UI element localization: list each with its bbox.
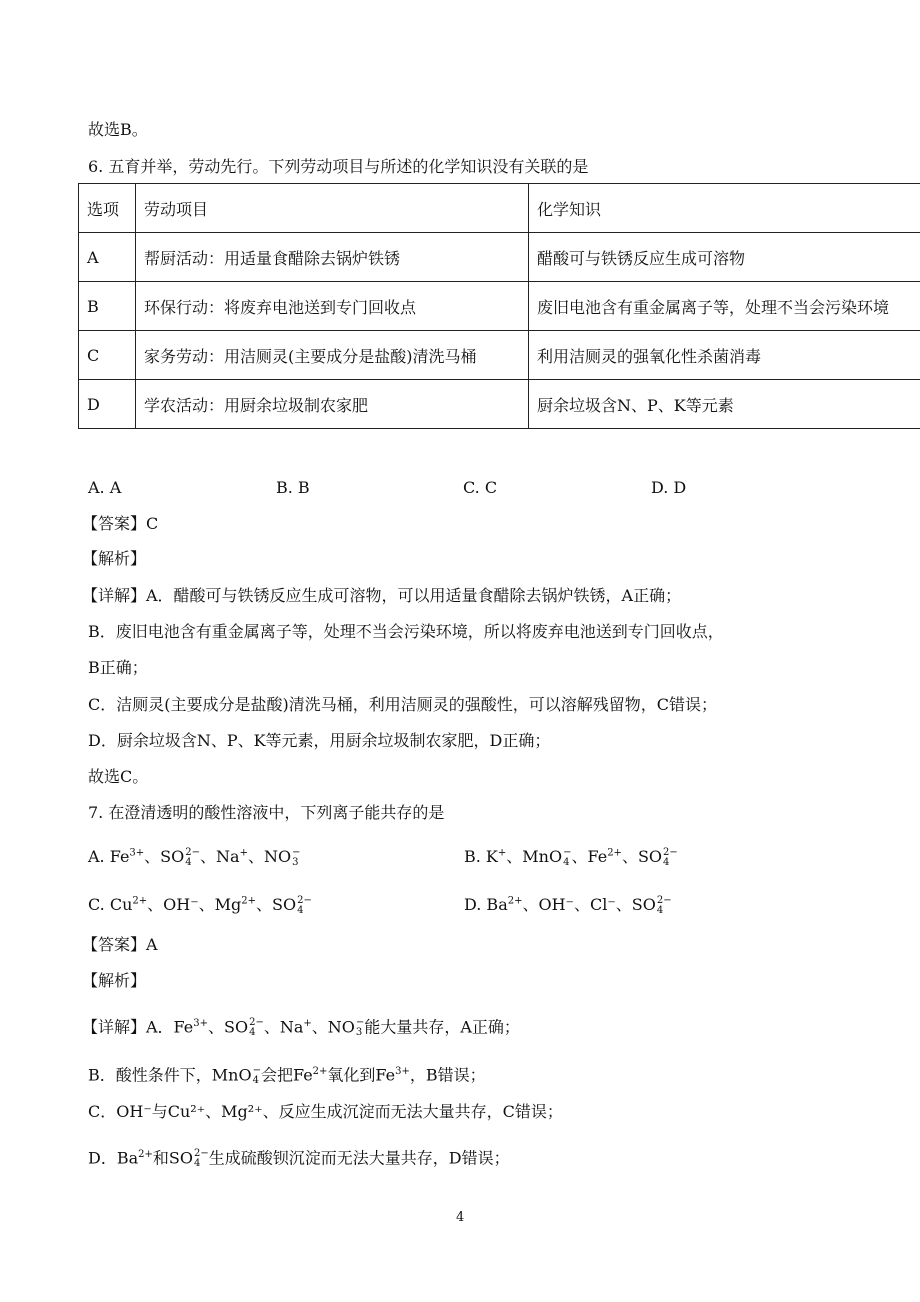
q6-option-a: A. A (88, 478, 122, 497)
q7-option-a-prefix: A. Fe (88, 847, 130, 866)
q7-explain-c: C．OH⁻与Cu²⁺、Mg²⁺、反应生成沉淀而无法大量共存，C错误； (88, 1102, 563, 1121)
q7-explain-d: D．$Ba^{2+}$和SO 2− 4 生成硫酸钡沉淀而无法大量共存，D错误； (88, 1147, 510, 1169)
table-cell: A (79, 233, 136, 282)
table-row (79, 331, 920, 380)
q6-explain-a: 【详解】A．醋酸可与铁锈反应生成可溶物，可以用适量食醋除去锅炉铁锈，A正确； (82, 586, 682, 605)
q6-explain-b-cont: B正确； (88, 658, 148, 677)
q7-explain-d-prefix: D．Ba (88, 1148, 139, 1168)
q7-option-d-prefix: D. Ba (464, 895, 508, 914)
q7-answer: 【答案】A (82, 935, 158, 954)
q7-explain-b-mid2: 氧化到Fe (327, 1065, 396, 1085)
q7-stem: 7. 在澄清透明的酸性溶液中，下列离子能共存的是 (88, 803, 445, 822)
table-row (79, 380, 920, 429)
q6-analysis-label: 【解析】 (82, 549, 147, 568)
table-cell: 帮厨活动：用适量食醋除去锅炉铁锈 (136, 233, 529, 282)
q7-analysis-label: 【解析】 (82, 971, 147, 990)
table-cell: 厨余垃圾含N、P、K等元素 (529, 380, 920, 429)
table-row (79, 233, 920, 282)
q6-option-d: D. D (651, 478, 687, 497)
q7-explain-a: 【详解】A．$Fe^{3+}$、SO 2− 4 、Na+、NO − 3 能大量共存，A正确； (82, 1016, 520, 1038)
q7-option-c: C. $Cu^{2+}$、OH⁻、$Mg^{2+}$、SO 2− 4 (88, 894, 312, 916)
q7-explain-a-prefix: 【详解】A．Fe (82, 1017, 194, 1037)
table-cell: C (79, 331, 136, 380)
table-cell: 学农活动：用厨余垃圾制农家肥 (136, 380, 529, 429)
table-cell: 废旧电池含有重金属离子等，处理不当会污染环境 (529, 282, 920, 331)
q7-explain-b: B．酸性条件下，MnO − 4 会把$Fe^{2+}$氧化到$Fe^{3+}$，B错误； (88, 1064, 486, 1086)
q6-stem: 6. 五育并举，劳动先行。下列劳动项目与所述的化学知识没有关联的是 (88, 157, 589, 176)
table-cell: D (79, 380, 136, 429)
q6-explain-c: C．洁厕灵(主要成分是盐酸)清洗马桶，利用洁厕灵的强酸性，可以溶解残留物，C错误； (88, 695, 717, 714)
q7-option-c-prefix: C. Cu (88, 895, 133, 914)
table-cell: 利用洁厕灵的强氧化性杀菌消毒 (529, 331, 920, 380)
q6-explain-d: D．厨余垃圾含N、P、K等元素，用厨余垃圾制农家肥，D正确； (88, 731, 551, 750)
q7-option-b-prefix: B. K (464, 847, 498, 866)
table-header-cell: 选项 (79, 184, 136, 233)
q7-option-a: A. $Fe^{3+}$、SO 2− 4 、Na+、NO − 3 (88, 846, 301, 868)
table-row (79, 282, 920, 331)
q7-explain-d-suffix: 生成硫酸钡沉淀而无法大量共存，D错误； (208, 1148, 510, 1168)
q6-option-b: B. B (276, 478, 310, 497)
page-number: 4 (456, 1210, 465, 1225)
q7-explain-a-suffix: 能大量共存，A正确； (364, 1017, 520, 1037)
q7-option-b: B. K+、MnO − 4 、$Fe^{2+}$、SO 2− 4 (464, 846, 678, 868)
table-cell: 醋酸可与铁锈反应生成可溶物 (529, 233, 920, 282)
table-header-cell: 劳动项目 (136, 184, 529, 233)
q7-option-d: D. $Ba^{2+}$、OH⁻、Cl⁻、SO 2− 4 (464, 894, 672, 916)
table-cell: B (79, 282, 136, 331)
q6-answer: 【答案】C (82, 514, 159, 533)
q5-conclusion: 故选B。 (88, 120, 148, 139)
table-cell: 家务劳动：用洁厕灵(主要成分是盐酸)清洗马桶 (136, 331, 529, 380)
q7-explain-d-mid: 和SO (152, 1148, 193, 1168)
q6-conclusion: 故选C。 (88, 767, 149, 786)
q6-table (78, 183, 920, 429)
table-cell: 环保行动：将废弃电池送到专门回收点 (136, 282, 529, 331)
q7-explain-b-prefix: B．酸性条件下， (88, 1065, 212, 1085)
table-header-cell: 化学知识 (529, 184, 920, 233)
q6-explain-b: B．废旧电池含有重金属离子等，处理不当会污染环境，所以将废弃电池送到专门回收点， (88, 622, 724, 641)
q7-explain-b-mid: 会把Fe (260, 1065, 313, 1085)
q7-explain-b-suffix: ，B错误； (409, 1065, 486, 1085)
table-header-row (79, 184, 920, 233)
q6-option-c: C. C (463, 478, 498, 497)
